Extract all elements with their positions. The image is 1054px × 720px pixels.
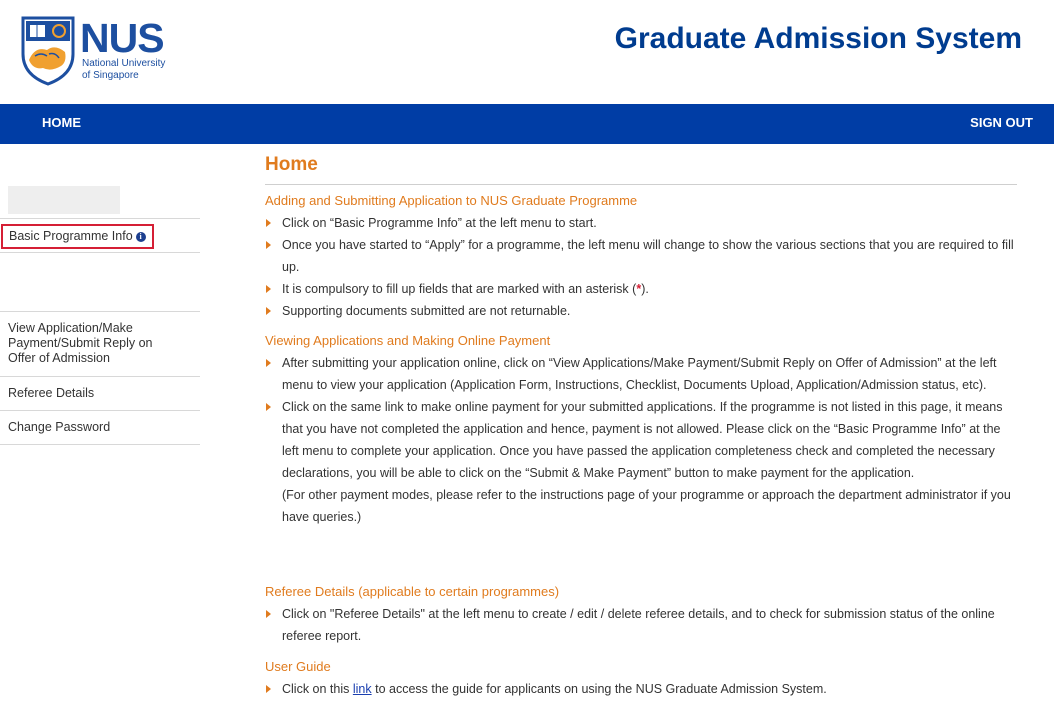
- section-adding-application: [265, 193, 1017, 322]
- info-icon[interactable]: i: [136, 232, 146, 242]
- sidebar-divider: [0, 252, 200, 253]
- list-item-text: After submitting your application online, click on “View Applications/Make Payment/Submit Reply on Offer of Admission” at the left menu to view your application (Application Form, Instructions, Checklist, Documents Upload, Application/Admission status, etc).: [282, 356, 997, 392]
- list-item: [265, 352, 1017, 396]
- nav-signout-link[interactable]: SIGN OUT: [970, 115, 1033, 130]
- logo-subtitle: [82, 58, 165, 82]
- sidebar-divider: [0, 444, 200, 445]
- sidebar-divider: [0, 410, 200, 411]
- sidebar-item-referee-details[interactable]: Referee Details: [8, 386, 95, 400]
- section-user-guide: [265, 659, 1017, 700]
- sidebar: [0, 144, 200, 720]
- section-heading: Viewing Applications and Making Online Payment: [265, 333, 551, 348]
- list-item-text-pre: It is compulsory to fill up fields that are marked with an asterisk (: [282, 282, 637, 296]
- bullet-arrow-icon: [266, 685, 271, 693]
- bullet-list: [265, 603, 1017, 647]
- sidebar-divider: [0, 218, 200, 219]
- bullet-arrow-icon: [266, 403, 271, 411]
- sidebar-divider: [0, 311, 200, 312]
- list-item-text: Click on “Basic Programme Info” at the left menu to start.: [282, 216, 597, 230]
- bullet-list: [265, 352, 1017, 528]
- payment-modes-note: (For other payment modes, please refer to the instructions page of your programme or approach the department administrator if you have queries.): [282, 488, 1011, 524]
- section-referee-details: [265, 584, 1017, 647]
- app-title: Graduate Admission System: [614, 22, 1022, 55]
- list-item-text: Supporting documents submitted are not returnable.: [282, 304, 571, 318]
- list-item-text: Click on "Referee Details" at the left menu to create / edit / delete referee details, and to check for submission status of the online referee report.: [282, 607, 995, 643]
- nus-logo[interactable]: [21, 16, 181, 88]
- section-heading: Adding and Submitting Application to NUS Graduate Programme: [265, 193, 638, 208]
- list-item-text: Click on the same link to make online payment for your submitted applications. If the programme is not listed in this page, it means that you have not completed the application and hence, payment is not allowed. Please click on the “Basic Programme Info” at the left menu to complete your application. Once you have passed the application completeness check and completed the necessary declarations, you will be able to click on the “Submit & Make Payment” button to make payment for the application.: [282, 400, 1003, 480]
- main-content: [265, 144, 1025, 720]
- title-divider: [265, 184, 1017, 185]
- logo-wordmark: NUS: [80, 15, 164, 61]
- sidebar-item-label-line: Offer of Admission: [8, 351, 110, 365]
- bullet-arrow-icon: [266, 359, 271, 367]
- sidebar-item-label-line: View Application/Make: [8, 321, 133, 335]
- user-name-redacted: [8, 186, 120, 214]
- list-item: [265, 300, 1017, 322]
- bullet-arrow-icon: [266, 285, 271, 293]
- list-item: [265, 234, 1017, 278]
- list-item-text-post: to access the guide for applicants on using the NUS Graduate Admission System.: [371, 682, 827, 696]
- sidebar-item-change-password[interactable]: Change Password: [8, 420, 111, 434]
- section-heading: Referee Details (applicable to certain programmes): [265, 584, 560, 599]
- sidebar-divider: [0, 376, 200, 377]
- sidebar-item-label-line: Payment/Submit Reply on: [8, 336, 153, 350]
- header: [0, 0, 1054, 104]
- bullet-list: [265, 678, 1017, 700]
- list-item-text-post: ).: [641, 282, 649, 296]
- sidebar-item-basic-programme-info[interactable]: [1, 224, 154, 249]
- list-item: [265, 212, 1017, 234]
- nus-crest-icon: [21, 16, 75, 86]
- top-nav-bar: [0, 104, 1054, 144]
- list-item: [265, 396, 1017, 528]
- logo-subtitle-line1: National University: [82, 58, 166, 69]
- list-item-text: Once you have started to “Apply” for a programme, the left menu will change to show the various sections that you are required to fill up.: [282, 238, 1014, 274]
- logo-subtitle-line2: of Singapore: [82, 70, 139, 81]
- bullet-arrow-icon: [266, 610, 271, 618]
- section-heading: User Guide: [265, 659, 331, 674]
- list-item: [265, 603, 1017, 647]
- bullet-list: [265, 212, 1017, 322]
- list-item: [265, 278, 1017, 300]
- nav-home-link[interactable]: HOME: [42, 115, 81, 130]
- section-viewing-applications: [265, 333, 1017, 528]
- list-item-text-pre: Click on this: [282, 682, 353, 696]
- bullet-arrow-icon: [266, 219, 271, 227]
- sidebar-item-view-application[interactable]: [8, 321, 153, 366]
- user-guide-link[interactable]: link: [352, 682, 372, 696]
- bullet-arrow-icon: [266, 307, 271, 315]
- list-item: [265, 678, 1017, 700]
- page-title: Home: [265, 154, 318, 175]
- bullet-arrow-icon: [266, 241, 271, 249]
- sidebar-item-label: Basic Programme Info: [9, 229, 133, 243]
- required-asterisk: *: [636, 282, 642, 296]
